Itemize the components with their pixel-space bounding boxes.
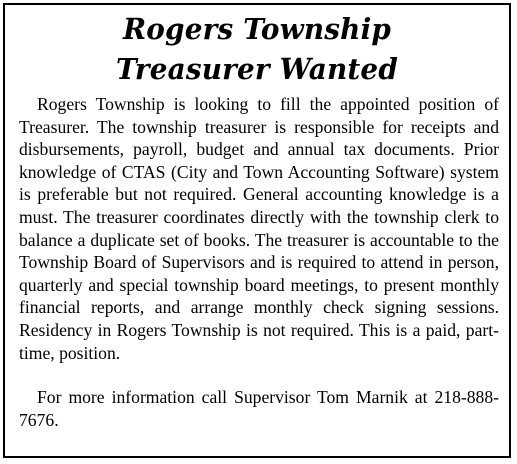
- job-advertisement: [3, 3, 511, 458]
- body-paragraph-1-text: Rogers Township is looking to fill the appointed position of Treasurer. The township treasurer is responsible for receipts and disbursements, payroll, budget and annual tax documents. Prior knowledge of CTAS (City and Town Accounting Software) system is preferable but not required. General accounting knowledge is a must. The treasurer coordinates directly with the township clerk to balance a duplicate set of books. The treasurer is accountable to the Township Board of Supervisors and is required to attend in person, quarterly and special township board meetings, to present monthly financial reports, and arrange monthly check signing sessions. Residency in Rogers Township is not required. This is a paid, part-time, position.: [19, 94, 499, 363]
- body-paragraph-2: [19, 386, 499, 431]
- headline-line-2: Treasurer Wanted: [115, 52, 399, 86]
- contact-text: For more information call Supervisor Tom Marnik at 218-888-7676.: [19, 387, 499, 430]
- headline-line-1: Rogers Township: [122, 12, 392, 46]
- body-paragraph-1: [19, 93, 499, 364]
